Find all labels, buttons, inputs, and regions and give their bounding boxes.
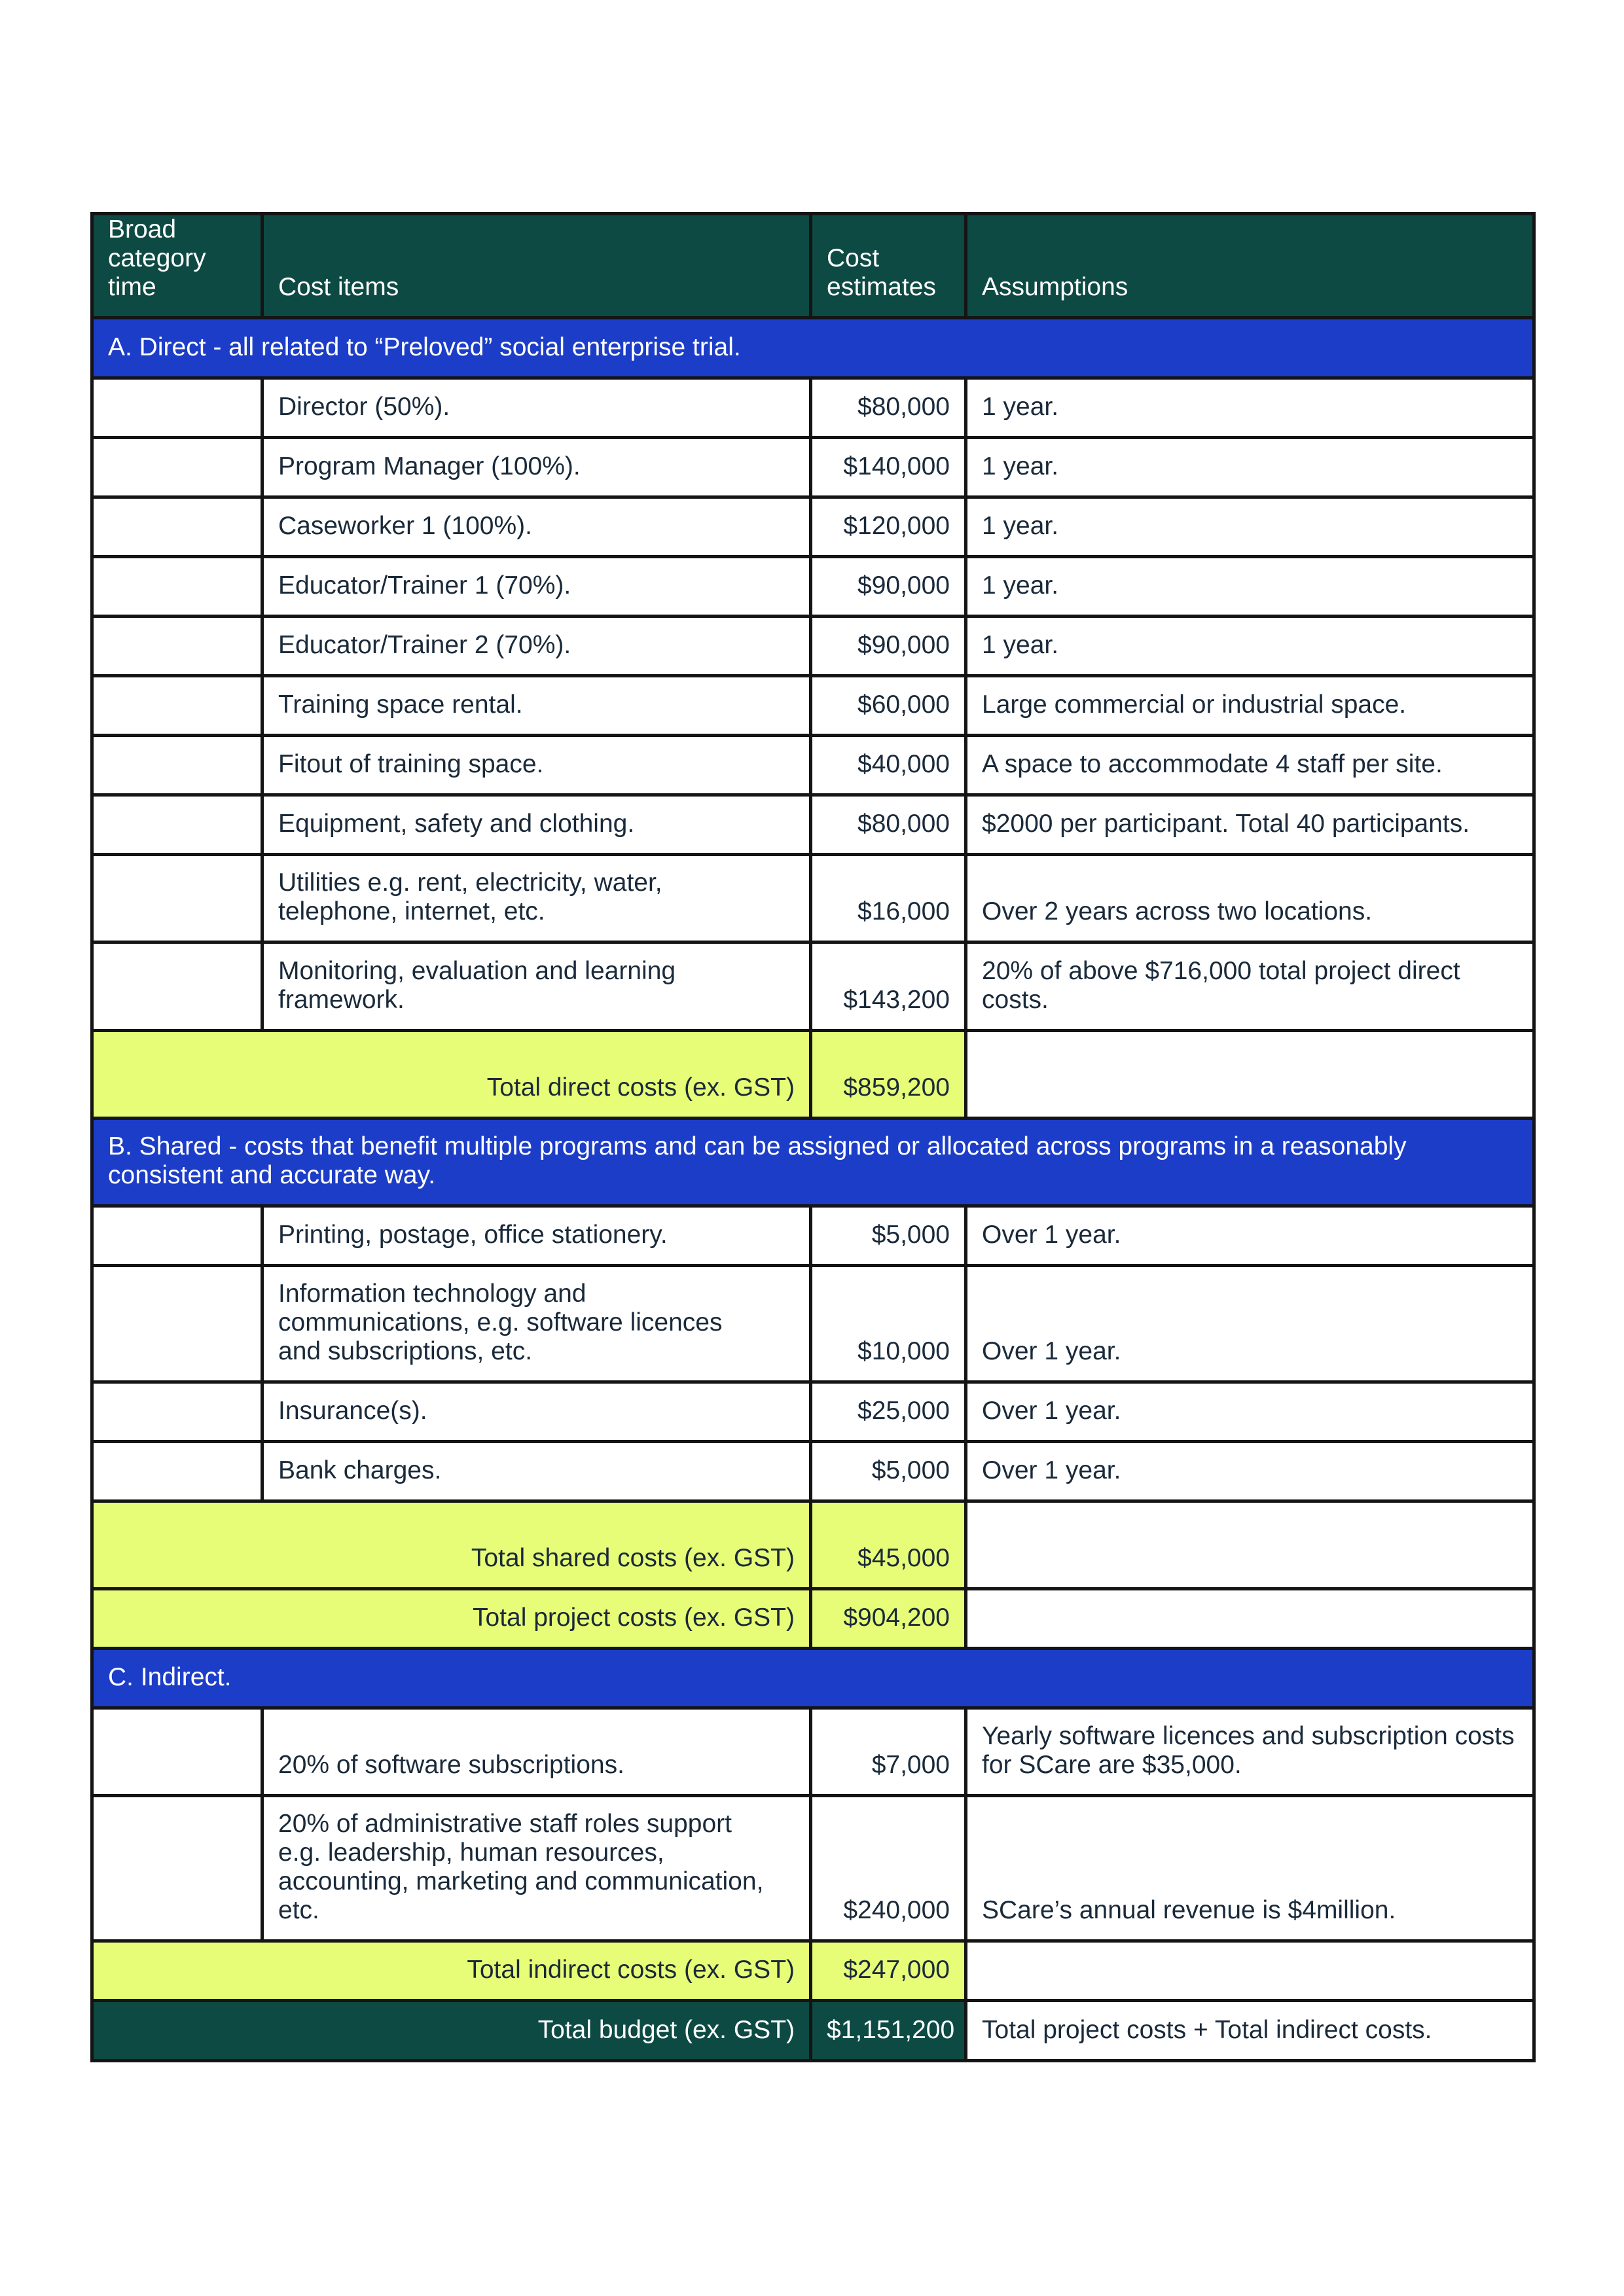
assumption: Yearly software licences and subscription costs for SCare are $35,000.	[966, 1708, 1534, 1796]
total-indirect-value: $247,000	[811, 1941, 966, 2001]
category-cell	[92, 676, 262, 736]
category-cell	[92, 1796, 262, 1941]
table-row	[92, 676, 1534, 736]
cost-estimate: $7,000	[811, 1708, 966, 1796]
cost-item: 20% of software subscriptions.	[262, 1708, 811, 1796]
assumption: $2000 per participant. Total 40 participants.	[966, 795, 1534, 855]
cost-estimate: $80,000	[811, 795, 966, 855]
category-cell	[92, 557, 262, 617]
cost-item: 20% of administrative staff roles support e.g. leadership, human resources, accounting, marketing and communication, etc.	[262, 1796, 811, 1941]
total-indirect-label: Total indirect costs (ex. GST)	[92, 1941, 811, 2001]
table-row	[92, 438, 1534, 497]
cost-item: Equipment, safety and clothing.	[262, 795, 811, 855]
table-row	[92, 1442, 1534, 1501]
cost-estimate: $25,000	[811, 1382, 966, 1442]
grand-total-row	[92, 2001, 1534, 2061]
section-shared-row	[92, 1119, 1534, 1206]
assumption: 1 year.	[966, 378, 1534, 438]
total-blank-cell	[966, 1589, 1534, 1649]
assumption: Over 1 year.	[966, 1206, 1534, 1266]
cost-item: Educator/Trainer 1 (70%).	[262, 557, 811, 617]
assumption: 1 year.	[966, 438, 1534, 497]
assumption: SCare’s annual revenue is $4million.	[966, 1796, 1534, 1941]
cost-estimate: $90,000	[811, 617, 966, 676]
cost-item: Insurance(s).	[262, 1382, 811, 1442]
budget-table	[90, 212, 1536, 2062]
header-row	[92, 214, 1534, 318]
cost-estimate: $5,000	[811, 1442, 966, 1501]
table-row	[92, 497, 1534, 557]
table-row	[92, 1206, 1534, 1266]
category-cell	[92, 378, 262, 438]
cost-item: Educator/Trainer 2 (70%).	[262, 617, 811, 676]
cost-item: Fitout of training space.	[262, 736, 811, 795]
table-row	[92, 1708, 1534, 1796]
header-broad-category: Broad category time	[92, 214, 262, 318]
cost-item: Director (50%).	[262, 378, 811, 438]
cost-estimate: $16,000	[811, 855, 966, 942]
assumption: Large commercial or industrial space.	[966, 676, 1534, 736]
assumption: Over 1 year.	[966, 1382, 1534, 1442]
cost-estimate: $240,000	[811, 1796, 966, 1941]
total-blank-cell	[966, 1501, 1534, 1589]
category-cell	[92, 855, 262, 942]
category-cell	[92, 1206, 262, 1266]
table-row	[92, 378, 1534, 438]
category-cell	[92, 1442, 262, 1501]
table-row	[92, 855, 1534, 942]
cost-estimate: $143,200	[811, 942, 966, 1031]
cost-estimate: $60,000	[811, 676, 966, 736]
assumption: A space to accommodate 4 staff per site.	[966, 736, 1534, 795]
section-direct-row	[92, 318, 1534, 378]
category-cell	[92, 795, 262, 855]
header-cost-estimates: Cost estimates	[811, 214, 966, 318]
header-cost-items: Cost items	[262, 214, 811, 318]
total-blank-cell	[966, 1941, 1534, 2001]
cost-estimate: $90,000	[811, 557, 966, 617]
total-row	[92, 1589, 1534, 1649]
table-row	[92, 617, 1534, 676]
cost-estimate: $120,000	[811, 497, 966, 557]
table-row	[92, 1382, 1534, 1442]
total-project-label: Total project costs (ex. GST)	[92, 1589, 811, 1649]
total-shared-label: Total shared costs (ex. GST)	[92, 1501, 811, 1589]
table-row	[92, 942, 1534, 1031]
table-row	[92, 795, 1534, 855]
cost-item: Caseworker 1 (100%).	[262, 497, 811, 557]
cost-item: Training space rental.	[262, 676, 811, 736]
cost-estimate: $80,000	[811, 378, 966, 438]
table-row	[92, 736, 1534, 795]
cost-estimate: $10,000	[811, 1266, 966, 1382]
grand-total-label: Total budget (ex. GST)	[92, 2001, 811, 2061]
category-cell	[92, 617, 262, 676]
assumption: Over 2 years across two locations.	[966, 855, 1534, 942]
assumption: 20% of above $716,000 total project direct costs.	[966, 942, 1534, 1031]
total-direct-value: $859,200	[811, 1031, 966, 1119]
cost-estimate: $40,000	[811, 736, 966, 795]
table-row	[92, 1266, 1534, 1382]
category-cell	[92, 1382, 262, 1442]
cost-item: Monitoring, evaluation and learning framework.	[262, 942, 811, 1031]
category-cell	[92, 497, 262, 557]
cost-item: Utilities e.g. rent, electricity, water, telephone, internet, etc.	[262, 855, 811, 942]
grand-total-note: Total project costs + Total indirect costs.	[966, 2001, 1534, 2061]
table-row	[92, 557, 1534, 617]
total-row	[92, 1501, 1534, 1589]
section-indirect-row	[92, 1649, 1534, 1708]
section-direct-title: A. Direct - all related to “Preloved” social enterprise trial.	[92, 318, 1534, 378]
assumption: Over 1 year.	[966, 1442, 1534, 1501]
total-project-value: $904,200	[811, 1589, 966, 1649]
cost-item: Program Manager (100%).	[262, 438, 811, 497]
table-row	[92, 1796, 1534, 1941]
assumption: Over 1 year.	[966, 1266, 1534, 1382]
cost-item: Bank charges.	[262, 1442, 811, 1501]
cost-item: Information technology and communications, e.g. software licences and subscriptions, etc.	[262, 1266, 811, 1382]
grand-total-value: $1,151,200	[811, 2001, 966, 2061]
total-direct-label: Total direct costs (ex. GST)	[92, 1031, 811, 1119]
assumption: 1 year.	[966, 497, 1534, 557]
section-shared-title: B. Shared - costs that benefit multiple programs and can be assigned or allocated across programs in a reasonably consistent and accurate way.	[92, 1119, 1534, 1206]
cost-estimate: $140,000	[811, 438, 966, 497]
total-row	[92, 1031, 1534, 1119]
total-blank-cell	[966, 1031, 1534, 1119]
assumption: 1 year.	[966, 617, 1534, 676]
category-cell	[92, 1708, 262, 1796]
category-cell	[92, 1266, 262, 1382]
assumption: 1 year.	[966, 557, 1534, 617]
total-shared-value: $45,000	[811, 1501, 966, 1589]
category-cell	[92, 736, 262, 795]
cost-item: Printing, postage, office stationery.	[262, 1206, 811, 1266]
category-cell	[92, 942, 262, 1031]
category-cell	[92, 438, 262, 497]
total-row	[92, 1941, 1534, 2001]
header-assumptions: Assumptions	[966, 214, 1534, 318]
section-indirect-title: C. Indirect.	[92, 1649, 1534, 1708]
cost-estimate: $5,000	[811, 1206, 966, 1266]
